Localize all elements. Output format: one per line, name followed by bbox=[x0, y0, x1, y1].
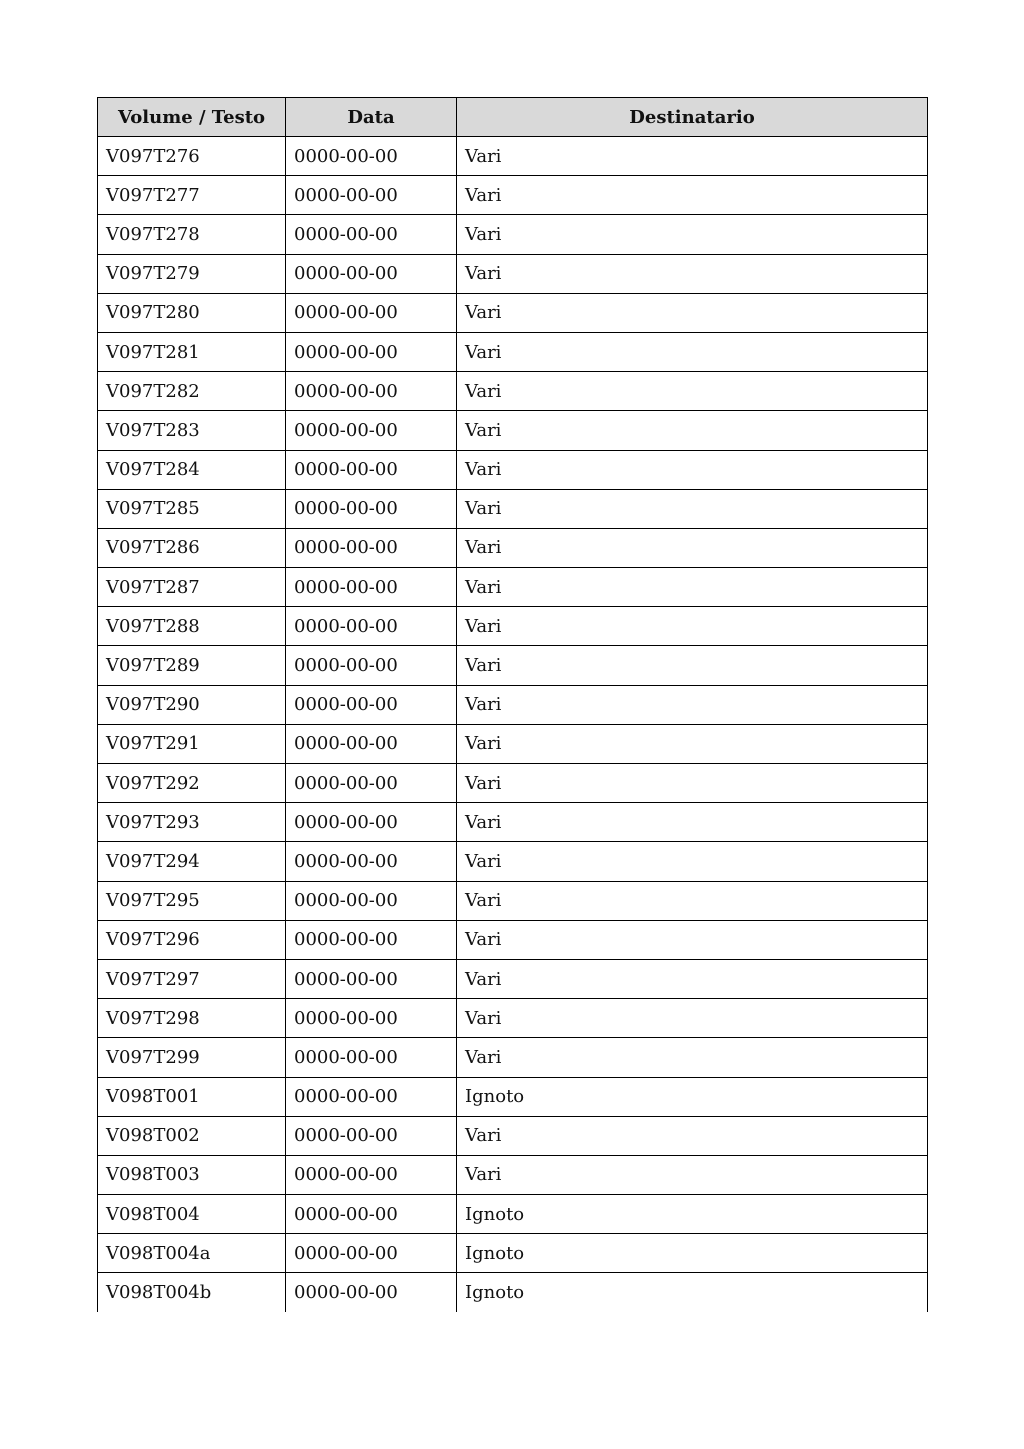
cell-data: 0000-00-00 bbox=[286, 1195, 457, 1234]
cell-data: 0000-00-00 bbox=[286, 528, 457, 567]
cell-volume-testo: V097T276 bbox=[98, 137, 286, 176]
table-body bbox=[98, 137, 928, 1313]
cell-volume-testo: V098T002 bbox=[98, 1116, 286, 1155]
table-row bbox=[98, 764, 928, 803]
cell-destinatario: Vari bbox=[457, 254, 928, 293]
cell-destinatario: Vari bbox=[457, 568, 928, 607]
cell-data: 0000-00-00 bbox=[286, 646, 457, 685]
table-row bbox=[98, 411, 928, 450]
cell-volume-testo: V098T001 bbox=[98, 1077, 286, 1116]
table-row bbox=[98, 685, 928, 724]
cell-volume-testo: V097T288 bbox=[98, 607, 286, 646]
table-row bbox=[98, 607, 928, 646]
table-row bbox=[98, 881, 928, 920]
cell-destinatario: Vari bbox=[457, 724, 928, 763]
cell-destinatario: Vari bbox=[457, 920, 928, 959]
table-row bbox=[98, 646, 928, 685]
cell-data: 0000-00-00 bbox=[286, 215, 457, 254]
cell-volume-testo: V097T282 bbox=[98, 372, 286, 411]
cell-volume-testo: V097T296 bbox=[98, 920, 286, 959]
cell-destinatario: Vari bbox=[457, 881, 928, 920]
cell-destinatario: Vari bbox=[457, 607, 928, 646]
cell-volume-testo: V097T287 bbox=[98, 568, 286, 607]
table-row bbox=[98, 137, 928, 176]
cell-data: 0000-00-00 bbox=[286, 1116, 457, 1155]
cell-destinatario: Vari bbox=[457, 1038, 928, 1077]
table-row bbox=[98, 176, 928, 215]
cell-data: 0000-00-00 bbox=[286, 450, 457, 489]
header-destinatario: Destinatario bbox=[457, 98, 928, 137]
cell-data: 0000-00-00 bbox=[286, 881, 457, 920]
cell-volume-testo: V097T292 bbox=[98, 764, 286, 803]
table-row bbox=[98, 332, 928, 371]
cell-destinatario: Vari bbox=[457, 959, 928, 998]
cell-volume-testo: V097T290 bbox=[98, 685, 286, 724]
cell-destinatario: Ignoto bbox=[457, 1077, 928, 1116]
table-row bbox=[98, 959, 928, 998]
cell-destinatario: Vari bbox=[457, 999, 928, 1038]
cell-data: 0000-00-00 bbox=[286, 607, 457, 646]
cell-volume-testo: V097T299 bbox=[98, 1038, 286, 1077]
cell-data: 0000-00-00 bbox=[286, 724, 457, 763]
cell-data: 0000-00-00 bbox=[286, 1038, 457, 1077]
cell-data: 0000-00-00 bbox=[286, 332, 457, 371]
cell-data: 0000-00-00 bbox=[286, 1155, 457, 1194]
cell-volume-testo: V097T284 bbox=[98, 450, 286, 489]
cell-destinatario: Vari bbox=[457, 176, 928, 215]
cell-volume-testo: V098T003 bbox=[98, 1155, 286, 1194]
cell-data: 0000-00-00 bbox=[286, 137, 457, 176]
cell-volume-testo: V097T293 bbox=[98, 803, 286, 842]
table-row bbox=[98, 293, 928, 332]
cell-destinatario: Vari bbox=[457, 215, 928, 254]
cell-volume-testo: V097T295 bbox=[98, 881, 286, 920]
table-row bbox=[98, 803, 928, 842]
cell-volume-testo: V097T298 bbox=[98, 999, 286, 1038]
cell-destinatario: Vari bbox=[457, 803, 928, 842]
cell-destinatario: Vari bbox=[457, 372, 928, 411]
cell-destinatario: Vari bbox=[457, 1116, 928, 1155]
cell-data: 0000-00-00 bbox=[286, 999, 457, 1038]
cell-volume-testo: V098T004a bbox=[98, 1234, 286, 1273]
cell-data: 0000-00-00 bbox=[286, 1077, 457, 1116]
cell-volume-testo: V097T297 bbox=[98, 959, 286, 998]
cell-destinatario: Vari bbox=[457, 293, 928, 332]
cell-data: 0000-00-00 bbox=[286, 372, 457, 411]
table-row bbox=[98, 489, 928, 528]
cell-volume-testo: V097T294 bbox=[98, 842, 286, 881]
cell-data: 0000-00-00 bbox=[286, 1234, 457, 1273]
cell-volume-testo: V097T285 bbox=[98, 489, 286, 528]
cell-data: 0000-00-00 bbox=[286, 920, 457, 959]
table-header-row bbox=[98, 98, 928, 137]
table-row bbox=[98, 215, 928, 254]
cell-destinatario: Vari bbox=[457, 450, 928, 489]
table-row bbox=[98, 254, 928, 293]
cell-volume-testo: V097T280 bbox=[98, 293, 286, 332]
cell-destinatario: Vari bbox=[457, 685, 928, 724]
cell-destinatario: Vari bbox=[457, 764, 928, 803]
table-row bbox=[98, 1195, 928, 1234]
cell-volume-testo: V098T004b bbox=[98, 1273, 286, 1312]
cell-data: 0000-00-00 bbox=[286, 568, 457, 607]
cell-data: 0000-00-00 bbox=[286, 293, 457, 332]
table-row bbox=[98, 372, 928, 411]
cell-volume-testo: V097T283 bbox=[98, 411, 286, 450]
cell-destinatario: Vari bbox=[457, 411, 928, 450]
table-row bbox=[98, 528, 928, 567]
cell-data: 0000-00-00 bbox=[286, 489, 457, 528]
table-row bbox=[98, 842, 928, 881]
table-row bbox=[98, 920, 928, 959]
cell-volume-testo: V097T291 bbox=[98, 724, 286, 763]
cell-destinatario: Vari bbox=[457, 137, 928, 176]
table-row bbox=[98, 999, 928, 1038]
cell-data: 0000-00-00 bbox=[286, 842, 457, 881]
cell-data: 0000-00-00 bbox=[286, 764, 457, 803]
cell-data: 0000-00-00 bbox=[286, 176, 457, 215]
cell-destinatario: Vari bbox=[457, 489, 928, 528]
table-row bbox=[98, 1116, 928, 1155]
table-row bbox=[98, 1155, 928, 1194]
cell-data: 0000-00-00 bbox=[286, 254, 457, 293]
cell-data: 0000-00-00 bbox=[286, 803, 457, 842]
table-row bbox=[98, 1038, 928, 1077]
cell-data: 0000-00-00 bbox=[286, 685, 457, 724]
cell-volume-testo: V097T277 bbox=[98, 176, 286, 215]
cell-volume-testo: V097T278 bbox=[98, 215, 286, 254]
cell-destinatario: Ignoto bbox=[457, 1234, 928, 1273]
cell-data: 0000-00-00 bbox=[286, 411, 457, 450]
table-row bbox=[98, 1077, 928, 1116]
cell-destinatario: Vari bbox=[457, 1155, 928, 1194]
cell-volume-testo: V097T281 bbox=[98, 332, 286, 371]
cell-destinatario: Ignoto bbox=[457, 1195, 928, 1234]
table-row bbox=[98, 568, 928, 607]
header-volume-testo: Volume / Testo bbox=[98, 98, 286, 137]
cell-volume-testo: V097T279 bbox=[98, 254, 286, 293]
cell-data: 0000-00-00 bbox=[286, 1273, 457, 1312]
cell-volume-testo: V098T004 bbox=[98, 1195, 286, 1234]
cell-destinatario: Ignoto bbox=[457, 1273, 928, 1312]
cell-destinatario: Vari bbox=[457, 332, 928, 371]
cell-destinatario: Vari bbox=[457, 646, 928, 685]
cell-destinatario: Vari bbox=[457, 842, 928, 881]
table-row bbox=[98, 724, 928, 763]
table-row bbox=[98, 1234, 928, 1273]
cell-volume-testo: V097T286 bbox=[98, 528, 286, 567]
header-data: Data bbox=[286, 98, 457, 137]
table-row bbox=[98, 1273, 928, 1312]
cell-volume-testo: V097T289 bbox=[98, 646, 286, 685]
cell-destinatario: Vari bbox=[457, 528, 928, 567]
table-row bbox=[98, 450, 928, 489]
cell-data: 0000-00-00 bbox=[286, 959, 457, 998]
records-table bbox=[97, 97, 928, 1312]
